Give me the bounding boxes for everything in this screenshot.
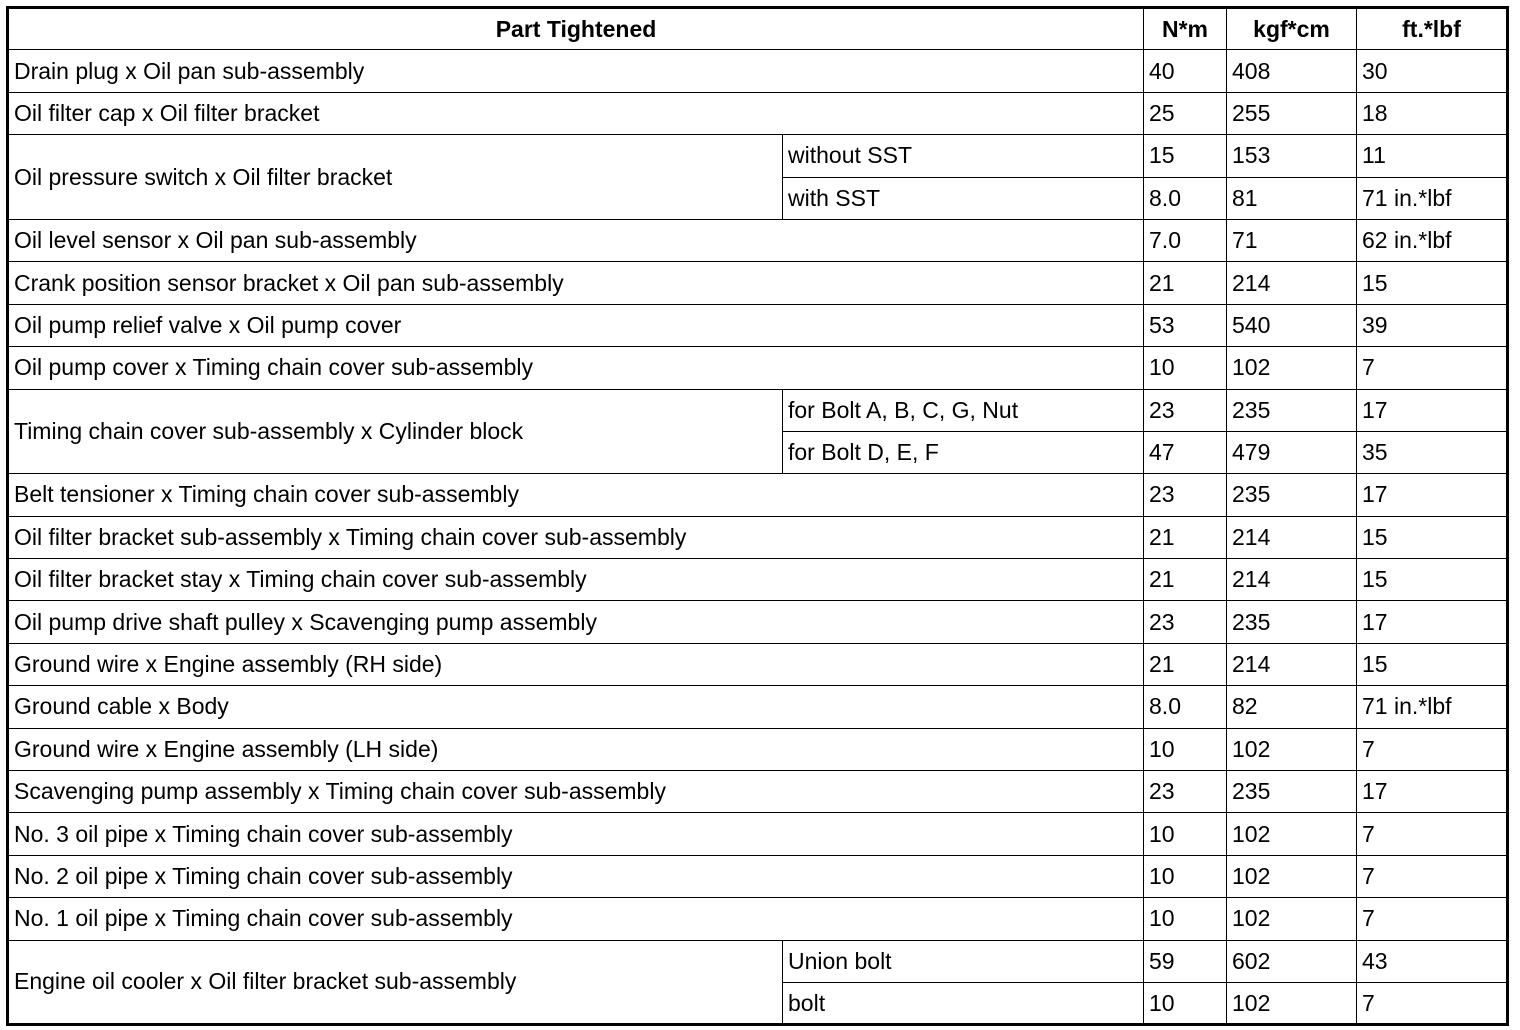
- nm-cell: 23: [1144, 601, 1227, 643]
- table-row: [8, 135, 1508, 177]
- part-cell: Drain plug x Oil pan sub-assembly: [8, 50, 1144, 92]
- kgfcm-cell: 408: [1227, 50, 1357, 92]
- kgfcm-cell: 153: [1227, 135, 1357, 177]
- header-part-tightened: Part Tightened: [8, 8, 1144, 50]
- kgfcm-cell: 214: [1227, 262, 1357, 304]
- table-row: [8, 771, 1508, 813]
- kgfcm-cell: 214: [1227, 559, 1357, 601]
- nm-cell: 8.0: [1144, 177, 1227, 219]
- part-cell: Oil pump drive shaft pulley x Scavenging pump assembly: [8, 601, 1144, 643]
- nm-cell: 23: [1144, 474, 1227, 516]
- kgfcm-cell: 235: [1227, 771, 1357, 813]
- ftlbf-cell: 18: [1357, 92, 1508, 134]
- ftlbf-cell: 30: [1357, 50, 1508, 92]
- table-row: [8, 304, 1508, 346]
- part-cell: Ground wire x Engine assembly (LH side): [8, 728, 1144, 770]
- kgfcm-cell: 235: [1227, 389, 1357, 431]
- kgfcm-cell: 71: [1227, 219, 1357, 261]
- ftlbf-cell: 71 in.*lbf: [1357, 177, 1508, 219]
- part-cell: Crank position sensor bracket x Oil pan sub-assembly: [8, 262, 1144, 304]
- kgfcm-cell: 214: [1227, 643, 1357, 685]
- nm-cell: 10: [1144, 347, 1227, 389]
- ftlbf-cell: 15: [1357, 516, 1508, 558]
- part-cell: No. 3 oil pipe x Timing chain cover sub-assembly: [8, 813, 1144, 855]
- ftlbf-cell: 71 in.*lbf: [1357, 686, 1508, 728]
- condition-cell: for Bolt A, B, C, G, Nut: [783, 389, 1144, 431]
- ftlbf-cell: 7: [1357, 347, 1508, 389]
- nm-cell: 10: [1144, 982, 1227, 1024]
- part-cell: No. 2 oil pipe x Timing chain cover sub-assembly: [8, 855, 1144, 897]
- nm-cell: 40: [1144, 50, 1227, 92]
- part-cell: Oil pressure switch x Oil filter bracket: [8, 135, 783, 220]
- nm-cell: 21: [1144, 559, 1227, 601]
- nm-cell: 59: [1144, 940, 1227, 982]
- part-cell: Ground wire x Engine assembly (RH side): [8, 643, 1144, 685]
- ftlbf-cell: 17: [1357, 601, 1508, 643]
- nm-cell: 10: [1144, 813, 1227, 855]
- nm-cell: 21: [1144, 262, 1227, 304]
- table-row: [8, 686, 1508, 728]
- table-row: [8, 643, 1508, 685]
- table-row: [8, 262, 1508, 304]
- torque-specification-table: [6, 6, 1509, 1026]
- part-cell: Oil pump cover x Timing chain cover sub-assembly: [8, 347, 1144, 389]
- header-nm: N*m: [1144, 8, 1227, 50]
- table-row: [8, 219, 1508, 261]
- ftlbf-cell: 15: [1357, 643, 1508, 685]
- kgfcm-cell: 81: [1227, 177, 1357, 219]
- part-cell: Oil filter bracket stay x Timing chain cover sub-assembly: [8, 559, 1144, 601]
- table-row: [8, 474, 1508, 516]
- nm-cell: 23: [1144, 771, 1227, 813]
- nm-cell: 21: [1144, 643, 1227, 685]
- kgfcm-cell: 602: [1227, 940, 1357, 982]
- ftlbf-cell: 17: [1357, 771, 1508, 813]
- ftlbf-cell: 7: [1357, 898, 1508, 940]
- table-row: [8, 898, 1508, 940]
- kgfcm-cell: 540: [1227, 304, 1357, 346]
- ftlbf-cell: 15: [1357, 262, 1508, 304]
- part-cell: Scavenging pump assembly x Timing chain cover sub-assembly: [8, 771, 1144, 813]
- ftlbf-cell: 17: [1357, 389, 1508, 431]
- ftlbf-cell: 35: [1357, 431, 1508, 473]
- ftlbf-cell: 39: [1357, 304, 1508, 346]
- condition-cell: with SST: [783, 177, 1144, 219]
- ftlbf-cell: 43: [1357, 940, 1508, 982]
- part-cell: No. 1 oil pipe x Timing chain cover sub-assembly: [8, 898, 1144, 940]
- ftlbf-cell: 7: [1357, 813, 1508, 855]
- nm-cell: 7.0: [1144, 219, 1227, 261]
- table-row: [8, 940, 1508, 982]
- condition-cell: without SST: [783, 135, 1144, 177]
- table-row: [8, 50, 1508, 92]
- ftlbf-cell: 7: [1357, 855, 1508, 897]
- table-row: [8, 92, 1508, 134]
- table-row: [8, 559, 1508, 601]
- kgfcm-cell: 82: [1227, 686, 1357, 728]
- ftlbf-cell: 17: [1357, 474, 1508, 516]
- nm-cell: 10: [1144, 855, 1227, 897]
- kgfcm-cell: 255: [1227, 92, 1357, 134]
- table-row: [8, 728, 1508, 770]
- kgfcm-cell: 102: [1227, 855, 1357, 897]
- kgfcm-cell: 235: [1227, 601, 1357, 643]
- table-row: [8, 855, 1508, 897]
- nm-cell: 53: [1144, 304, 1227, 346]
- header-ftlbf: ft.*lbf: [1357, 8, 1508, 50]
- condition-cell: Union bolt: [783, 940, 1144, 982]
- part-cell: Oil pump relief valve x Oil pump cover: [8, 304, 1144, 346]
- nm-cell: 25: [1144, 92, 1227, 134]
- table-row: [8, 389, 1508, 431]
- table-row: [8, 813, 1508, 855]
- table-row: [8, 347, 1508, 389]
- nm-cell: 10: [1144, 728, 1227, 770]
- kgfcm-cell: 102: [1227, 813, 1357, 855]
- nm-cell: 47: [1144, 431, 1227, 473]
- part-cell: Oil filter bracket sub-assembly x Timing chain cover sub-assembly: [8, 516, 1144, 558]
- nm-cell: 10: [1144, 898, 1227, 940]
- part-cell: Oil level sensor x Oil pan sub-assembly: [8, 219, 1144, 261]
- part-cell: Oil filter cap x Oil filter bracket: [8, 92, 1144, 134]
- kgfcm-cell: 214: [1227, 516, 1357, 558]
- nm-cell: 15: [1144, 135, 1227, 177]
- part-cell: Engine oil cooler x Oil filter bracket sub-assembly: [8, 940, 783, 1025]
- nm-cell: 21: [1144, 516, 1227, 558]
- table-row: [8, 601, 1508, 643]
- part-cell: Timing chain cover sub-assembly x Cylinder block: [8, 389, 783, 474]
- condition-cell: for Bolt D, E, F: [783, 431, 1144, 473]
- kgfcm-cell: 102: [1227, 728, 1357, 770]
- ftlbf-cell: 7: [1357, 728, 1508, 770]
- ftlbf-cell: 11: [1357, 135, 1508, 177]
- kgfcm-cell: 102: [1227, 898, 1357, 940]
- part-cell: Belt tensioner x Timing chain cover sub-assembly: [8, 474, 1144, 516]
- nm-cell: 8.0: [1144, 686, 1227, 728]
- kgfcm-cell: 235: [1227, 474, 1357, 516]
- nm-cell: 23: [1144, 389, 1227, 431]
- condition-cell: bolt: [783, 982, 1144, 1024]
- table-header-row: [8, 8, 1508, 50]
- header-kgfcm: kgf*cm: [1227, 8, 1357, 50]
- ftlbf-cell: 7: [1357, 982, 1508, 1024]
- table-row: [8, 516, 1508, 558]
- part-cell: Ground cable x Body: [8, 686, 1144, 728]
- ftlbf-cell: 62 in.*lbf: [1357, 219, 1508, 261]
- kgfcm-cell: 479: [1227, 431, 1357, 473]
- kgfcm-cell: 102: [1227, 982, 1357, 1024]
- kgfcm-cell: 102: [1227, 347, 1357, 389]
- ftlbf-cell: 15: [1357, 559, 1508, 601]
